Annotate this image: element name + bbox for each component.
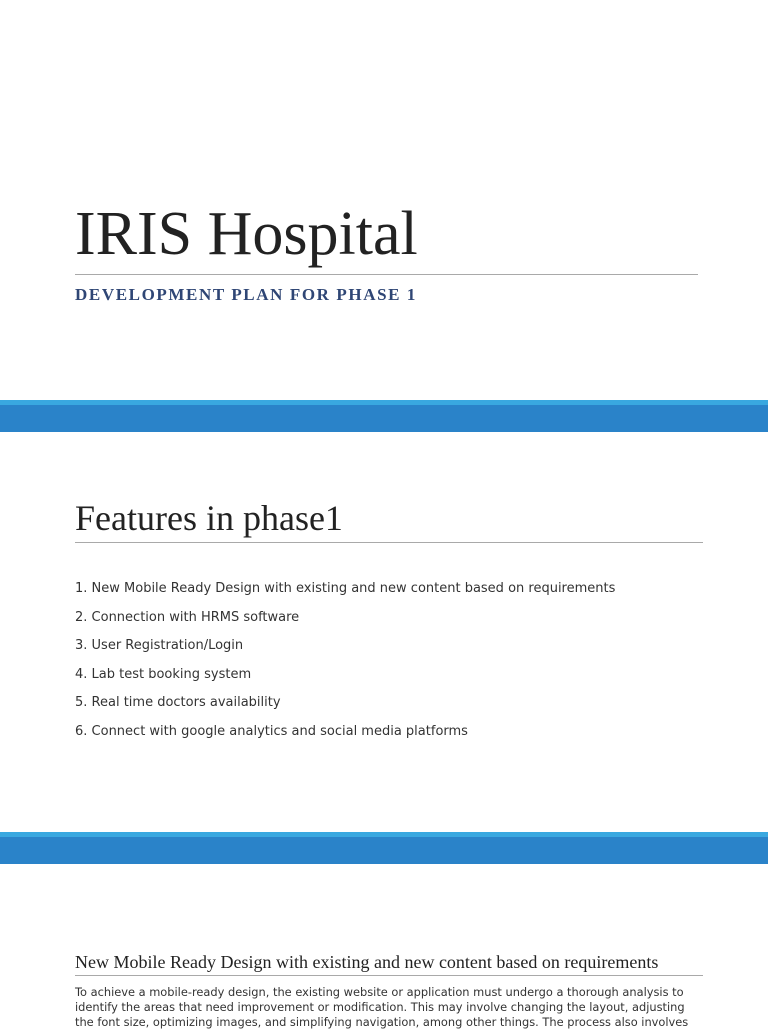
feature-item: 4. Lab test booking system [75,666,252,682]
feature-item: 6. Connect with google analytics and social media platforms [75,723,468,739]
section-divider [75,975,703,976]
feature-item: 3. User Registration/Login [75,638,244,653]
features-heading: Features in phase1 [75,498,343,538]
feature-item: 5. Real time doctors availability [75,695,281,710]
features-divider [75,542,703,543]
section-heading: New Mobile Ready Design with existing and new content based on requirements [75,952,659,972]
features-list [75,578,615,749]
section-body-text: To achieve a mobile-ready design, the existing website or application must undergo a thorough analysis to identify the areas that need improvement or modification. This may involve changing the layout, adjusting the font size, optimizing images, and simplifying navigation, among other things. The process also involves [75,985,689,1029]
feature-item: 2. Connection with HRMS software [75,609,300,625]
feature-item: 1. New Mobile Ready Design with existing and new content based on requirements [75,581,616,596]
title-divider [75,274,698,275]
document-subtitle: DEVELOPMENT PLAN FOR PHASE 1 [75,285,418,304]
document-title: IRIS Hospital [75,200,418,268]
section-band [0,400,768,432]
section-band [0,832,768,864]
